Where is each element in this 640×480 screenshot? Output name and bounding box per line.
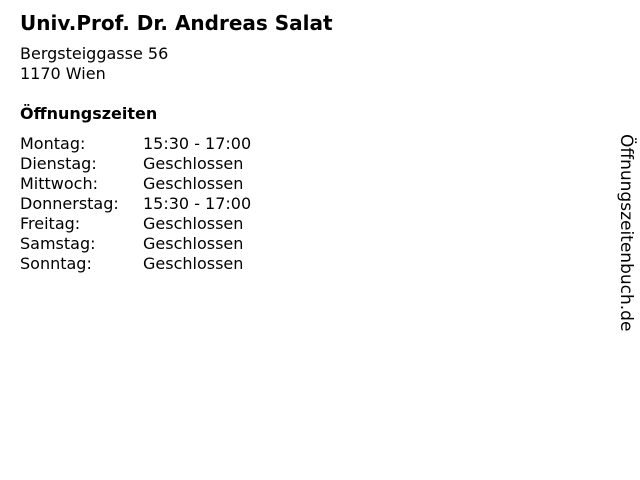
address	[20, 44, 168, 84]
hours-row-dienstag	[20, 154, 251, 174]
opening-hours-table	[20, 134, 251, 274]
address-city: 1170 Wien	[20, 64, 106, 83]
hours-row-mittwoch	[20, 174, 251, 194]
watermark-text: Öffnungszeitenbuch.de	[616, 134, 636, 332]
day-label: Mittwoch:	[20, 174, 98, 193]
hours-value: Geschlossen	[143, 254, 244, 273]
hours-value: Geschlossen	[143, 174, 244, 193]
day-label: Dienstag:	[20, 154, 97, 173]
day-label: Samstag:	[20, 234, 96, 253]
hours-value: Geschlossen	[143, 214, 244, 233]
hours-row-samstag	[20, 234, 251, 254]
day-label: Freitag:	[20, 214, 81, 233]
hours-value: 15:30 - 17:00	[143, 134, 252, 153]
address-street: Bergsteiggasse 56	[20, 44, 169, 63]
hours-row-sonntag	[20, 254, 251, 274]
hours-row-montag	[20, 134, 251, 154]
day-label: Montag:	[20, 134, 86, 153]
day-label: Donnerstag:	[20, 194, 119, 213]
hours-row-donnerstag	[20, 194, 251, 214]
opening-hours-heading: Öffnungszeiten	[20, 104, 158, 123]
hours-value: Geschlossen	[143, 234, 244, 253]
hours-row-freitag	[20, 214, 251, 234]
business-name: Univ.Prof. Dr. Andreas Salat	[20, 11, 333, 35]
day-label: Sonntag:	[20, 254, 92, 273]
watermark	[612, 134, 640, 336]
hours-value: Geschlossen	[143, 154, 244, 173]
hours-value: 15:30 - 17:00	[143, 194, 252, 213]
